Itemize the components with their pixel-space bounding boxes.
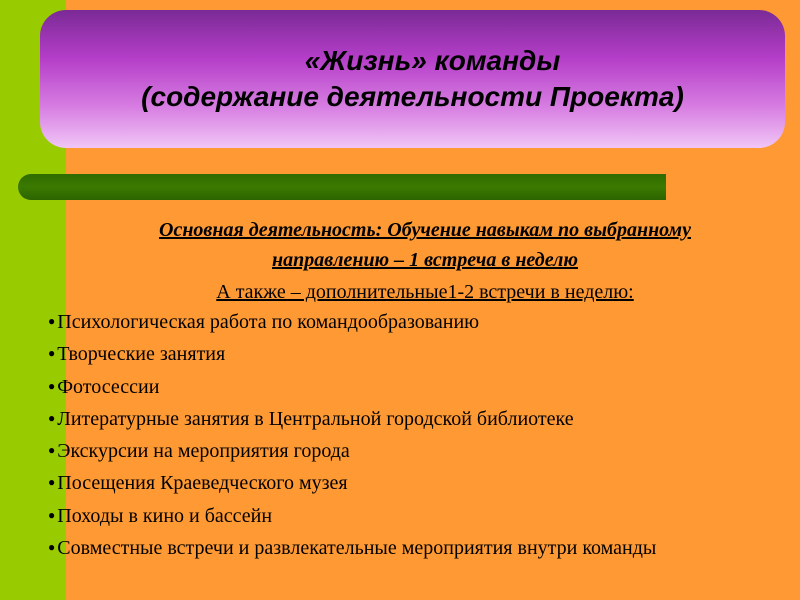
list-item	[48, 500, 788, 532]
bullet-icon: ●	[48, 540, 56, 555]
list-item	[48, 467, 788, 499]
list-item	[48, 403, 788, 435]
decorative-bar	[18, 174, 666, 200]
bullet-icon: ●	[48, 410, 56, 425]
list-item-text: Посещения Краеведческого музея	[57, 472, 348, 495]
main-activity-line-2: направлению – 1 встреча в неделю	[272, 249, 578, 271]
list-item-text: Литературные занятия в Центральной городской библиотеке	[57, 407, 574, 430]
bullet-icon: ●	[48, 475, 56, 490]
list-item	[48, 306, 788, 338]
list-item	[48, 532, 788, 564]
list-item	[48, 338, 788, 370]
list-item-text: Экскурсии на мероприятия города	[57, 440, 350, 463]
list-item-text: Фотосессии	[57, 375, 160, 398]
main-activity-line-1: Основная деятельность: Обучение навыкам по выбранному	[159, 219, 691, 241]
list-item-text: Творческие занятия	[57, 343, 226, 366]
bullet-icon: ●	[48, 443, 56, 458]
list-item-text: Походы в кино и бассейн	[57, 504, 273, 527]
slide-subtitle: (содержание деятельности Проекта)	[141, 81, 684, 112]
title-box	[40, 10, 785, 148]
bullet-icon: ●	[48, 346, 56, 361]
list-item	[48, 371, 788, 403]
list-item	[48, 435, 788, 467]
slide-title: «Жизнь» команды	[304, 45, 561, 76]
bullet-icon: ●	[48, 314, 56, 328]
additional-meetings-text: А также – дополнительные1-2 встречи в неделю:	[216, 281, 634, 303]
list-item-text: Психологическая работа по командообразованию	[57, 311, 480, 333]
bullet-icon: ●	[48, 507, 56, 522]
bullet-icon: ●	[48, 378, 56, 393]
list-item-text: Совместные встречи и развлекательные мероприятия внутри команды	[57, 537, 657, 560]
activities-list	[48, 306, 788, 564]
